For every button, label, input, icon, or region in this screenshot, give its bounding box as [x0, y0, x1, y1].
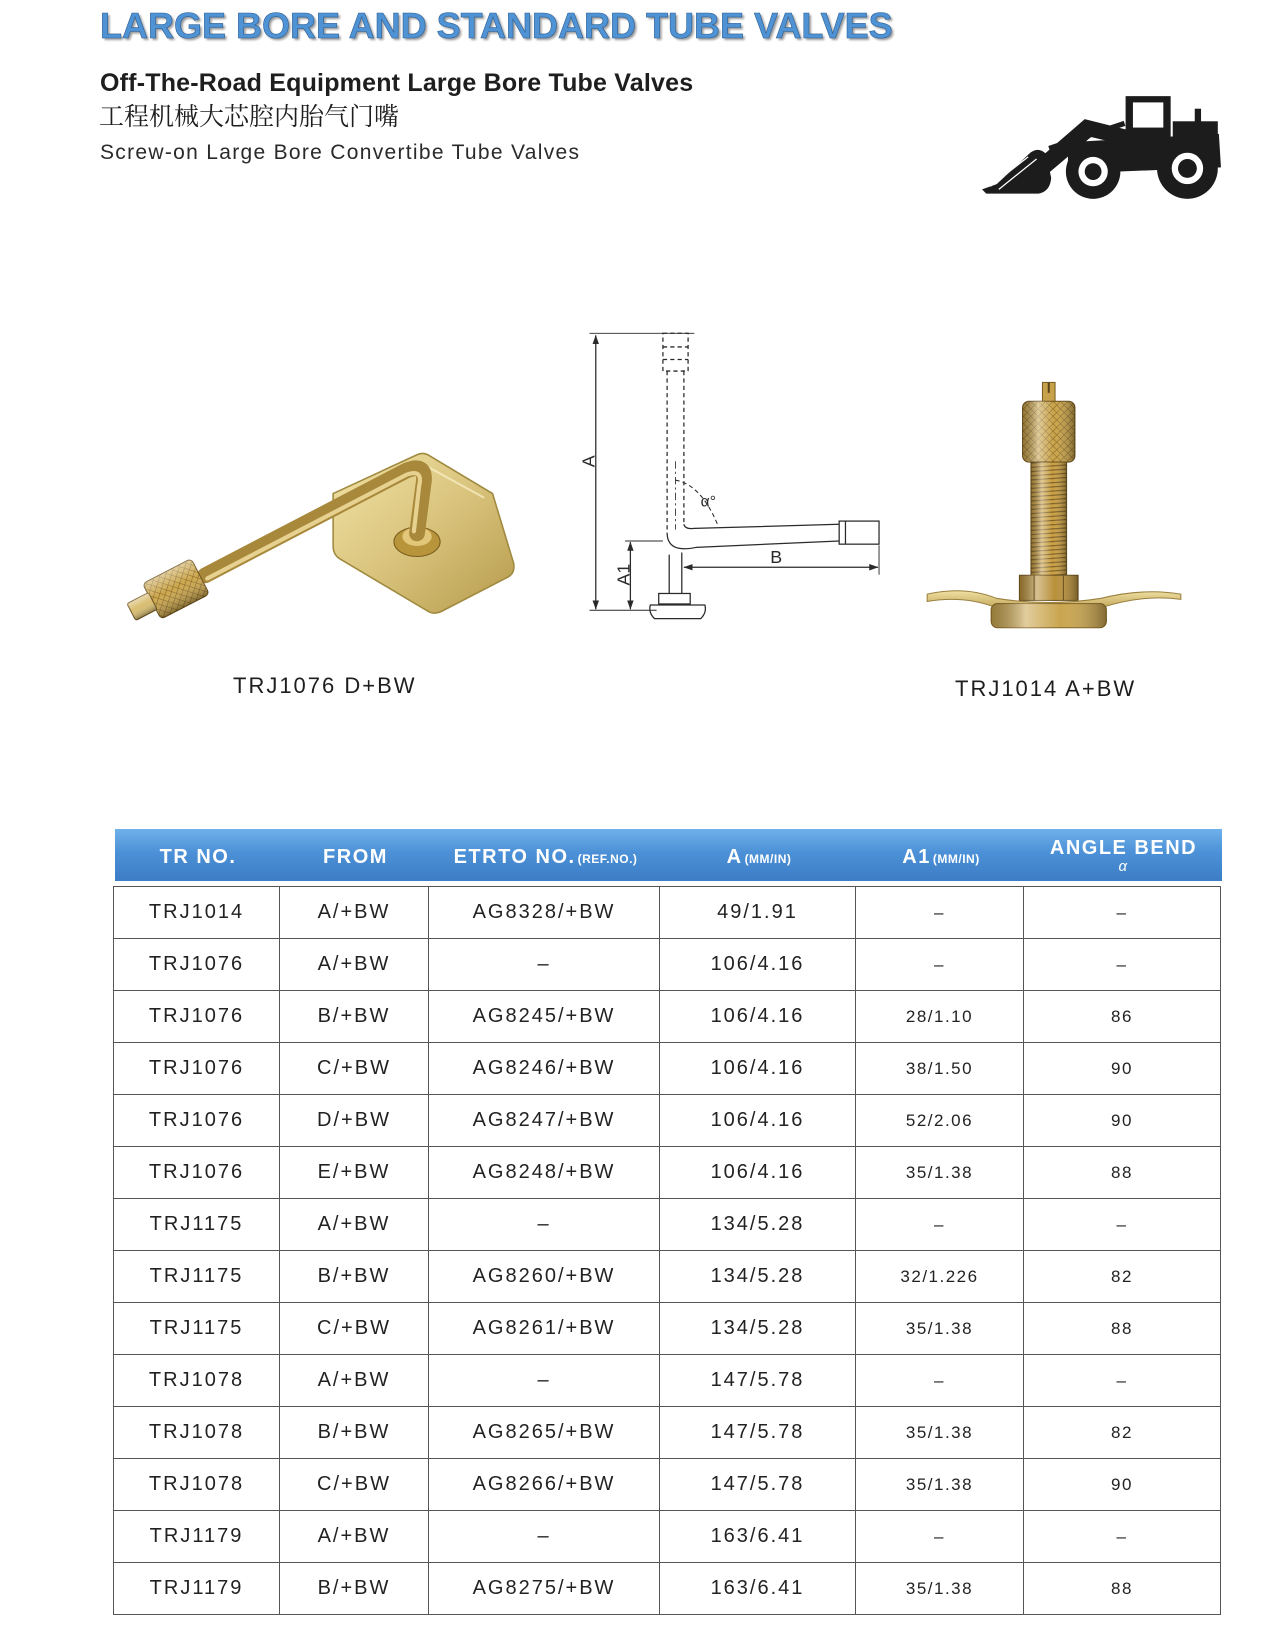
column-header-sublabel: (REF.NO.): [577, 851, 638, 866]
table-row: [114, 991, 1221, 1043]
column-header-label: FROM: [323, 845, 388, 868]
cell-a1-mm-in: 38/1.50: [856, 1043, 1024, 1095]
angle-symbol: α: [1118, 858, 1129, 875]
valve-flange: [659, 593, 690, 603]
cell-a1-mm-in: 28/1.10: [856, 991, 1024, 1043]
product-caption-left: TRJ1076 D+BW: [233, 673, 417, 698]
loader-hood: [1173, 121, 1218, 138]
column-header-label: ETRTO NO.: [453, 845, 576, 868]
cell-from: A/+BW: [280, 1355, 429, 1407]
cell-a1-mm-in: 52/2.06: [856, 1095, 1024, 1147]
table-row: [114, 1251, 1221, 1303]
cell-tr-no: TRJ1014: [114, 887, 280, 939]
page-title: LARGE BORE AND STANDARD TUBE VALVES: [100, 5, 893, 46]
cell-etrto-no: AG8266/+BW: [429, 1459, 660, 1511]
angle-label: α°: [700, 493, 717, 511]
valve-base: [650, 605, 706, 619]
base-disc: [991, 604, 1106, 628]
cell-a1-mm-in: 35/1.38: [856, 1147, 1024, 1199]
cell-tr-no: TRJ1076: [114, 1095, 280, 1147]
cell-tr-no: TRJ1078: [114, 1355, 280, 1407]
column-header-tr-no: [115, 829, 281, 881]
column-header-etrto-no: [430, 829, 661, 881]
cell-tr-no: TRJ1076: [114, 1043, 280, 1095]
loader-rear-wheel: [1157, 138, 1218, 199]
cell-etrto-no: AG8245/+BW: [429, 991, 660, 1043]
cell-angle-bend: –: [1024, 887, 1221, 939]
cell-angle-bend: –: [1024, 1355, 1221, 1407]
cell-from: A/+BW: [280, 887, 429, 939]
dimension-a1-label: A1: [613, 563, 634, 586]
cell-a-mm-in: 134/5.28: [660, 1303, 856, 1355]
threaded-body: [1031, 462, 1067, 577]
cell-from: D/+BW: [280, 1095, 429, 1147]
table-row: [114, 1459, 1221, 1511]
table-row: [114, 1095, 1221, 1147]
cell-etrto-no: AG8246/+BW: [429, 1043, 660, 1095]
table-row: [114, 1147, 1221, 1199]
cell-a-mm-in: 106/4.16: [660, 939, 856, 991]
cell-from: B/+BW: [280, 1407, 429, 1459]
cell-angle-bend: 88: [1024, 1303, 1221, 1355]
cell-from: B/+BW: [280, 991, 429, 1043]
cell-a1-mm-in: –: [856, 887, 1024, 939]
cell-a-mm-in: 106/4.16: [660, 991, 856, 1043]
page-subtitle: Off-The-Road Equipment Large Bore Tube Valves: [100, 69, 694, 97]
cell-tr-no: TRJ1078: [114, 1407, 280, 1459]
valve-neck: [669, 553, 682, 594]
table-row: [114, 1511, 1221, 1563]
table-row: [114, 1563, 1221, 1615]
table-row: [114, 1043, 1221, 1095]
cell-a-mm-in: 163/6.41: [660, 1563, 856, 1615]
cell-etrto-no: –: [429, 1355, 660, 1407]
column-header-sublabel: (MM/IN): [744, 851, 792, 866]
cell-a-mm-in: 163/6.41: [660, 1511, 856, 1563]
table-row: [114, 939, 1221, 991]
valve-cap: [122, 559, 209, 630]
table-row: [114, 1199, 1221, 1251]
cell-angle-bend: –: [1024, 1511, 1221, 1563]
cell-a-mm-in: 147/5.78: [660, 1407, 856, 1459]
knurled-cap: [1023, 401, 1075, 462]
cell-a1-mm-in: –: [856, 1199, 1024, 1251]
cell-tr-no: TRJ1076: [114, 991, 280, 1043]
column-header-label: ANGLE BEND: [1049, 837, 1198, 859]
cell-a-mm-in: 134/5.28: [660, 1251, 856, 1303]
cell-a1-mm-in: –: [856, 939, 1024, 991]
wheel-loader-icon: [981, 96, 1222, 200]
cell-tr-no: TRJ1076: [114, 1147, 280, 1199]
cell-angle-bend: 90: [1024, 1459, 1221, 1511]
cell-from: A/+BW: [280, 1199, 429, 1251]
cell-from: C/+BW: [280, 1459, 429, 1511]
cell-etrto-no: AG8275/+BW: [429, 1563, 660, 1615]
loader-exhaust: [1195, 109, 1201, 124]
cell-etrto-no: AG8328/+BW: [429, 887, 660, 939]
valve-dimension-diagram: [578, 327, 897, 626]
valve-stem-outline: [663, 333, 688, 532]
column-header-from: [281, 829, 430, 881]
cell-from: A/+BW: [280, 939, 429, 991]
column-header-label: TR NO.: [159, 845, 237, 868]
cell-angle-bend: –: [1024, 939, 1221, 991]
cell-a1-mm-in: 35/1.38: [856, 1563, 1024, 1615]
cell-angle-bend: 88: [1024, 1563, 1221, 1615]
cell-a-mm-in: 147/5.78: [660, 1355, 856, 1407]
table-row: [114, 887, 1221, 939]
cell-a-mm-in: 106/4.16: [660, 1147, 856, 1199]
cell-etrto-no: AG8261/+BW: [429, 1303, 660, 1355]
cell-angle-bend: 90: [1024, 1095, 1221, 1147]
table-row: [114, 1303, 1221, 1355]
column-header-a: [661, 829, 857, 881]
cell-a1-mm-in: 35/1.38: [856, 1459, 1024, 1511]
column-header-sublabel: (MM/IN): [932, 851, 980, 866]
cell-angle-bend: 82: [1024, 1251, 1221, 1303]
cell-a1-mm-in: 35/1.38: [856, 1303, 1024, 1355]
cell-angle-bend: 86: [1024, 991, 1221, 1043]
cell-a1-mm-in: 35/1.38: [856, 1407, 1024, 1459]
cell-from: C/+BW: [280, 1043, 429, 1095]
cell-etrto-no: –: [429, 939, 660, 991]
hex-nut: [1019, 575, 1078, 600]
page-subtitle-chinese: 工程机械大芯腔内胎气门嘴: [99, 103, 400, 131]
cell-tr-no: TRJ1076: [114, 939, 280, 991]
page-subtitle-secondary: Screw-on Large Bore Convertibe Tube Valves: [100, 141, 581, 164]
column-header-a1: [857, 829, 1025, 881]
cell-etrto-no: –: [429, 1199, 660, 1251]
cell-from: E/+BW: [280, 1147, 429, 1199]
cell-from: B/+BW: [280, 1251, 429, 1303]
cell-from: B/+BW: [280, 1563, 429, 1615]
dimension-a-label: A: [578, 455, 599, 468]
table-row: [114, 1407, 1221, 1459]
cell-etrto-no: AG8248/+BW: [429, 1147, 660, 1199]
cell-etrto-no: AG8260/+BW: [429, 1251, 660, 1303]
cell-tr-no: TRJ1175: [114, 1199, 280, 1251]
cell-a1-mm-in: 32/1.226: [856, 1251, 1024, 1303]
valve-core-tip: [1042, 382, 1055, 403]
spec-table: [113, 886, 1221, 1615]
table-row: [114, 1355, 1221, 1407]
cell-angle-bend: –: [1024, 1199, 1221, 1251]
table-header: [115, 829, 1222, 881]
product-photo-trj1076: [115, 441, 524, 630]
cell-a-mm-in: 49/1.91: [660, 887, 856, 939]
cell-a-mm-in: 106/4.16: [660, 1043, 856, 1095]
cell-angle-bend: 90: [1024, 1043, 1221, 1095]
loader-front-wheel: [1066, 144, 1120, 198]
cell-angle-bend: 82: [1024, 1407, 1221, 1459]
product-caption-right: TRJ1014 A+BW: [955, 676, 1137, 701]
cell-from: A/+BW: [280, 1511, 429, 1563]
dimension-b-label: B: [770, 547, 783, 568]
loader-window: [1133, 102, 1163, 127]
cell-a-mm-in: 106/4.16: [660, 1095, 856, 1147]
cell-from: C/+BW: [280, 1303, 429, 1355]
loader-bucket: [982, 150, 1051, 194]
cell-a-mm-in: 147/5.78: [660, 1459, 856, 1511]
cell-tr-no: TRJ1078: [114, 1459, 280, 1511]
column-header-label: A1: [902, 845, 931, 868]
column-header-label: A: [726, 845, 743, 868]
cell-a1-mm-in: –: [856, 1511, 1024, 1563]
cell-tr-no: TRJ1175: [114, 1251, 280, 1303]
column-header-angle-bend: [1025, 829, 1222, 881]
product-photo-trj1014: [923, 378, 1185, 630]
cell-etrto-no: AG8265/+BW: [429, 1407, 660, 1459]
cell-tr-no: TRJ1179: [114, 1511, 280, 1563]
cell-tr-no: TRJ1175: [114, 1303, 280, 1355]
cell-tr-no: TRJ1179: [114, 1563, 280, 1615]
cell-etrto-no: AG8247/+BW: [429, 1095, 660, 1147]
cell-a-mm-in: 134/5.28: [660, 1199, 856, 1251]
cell-angle-bend: 88: [1024, 1147, 1221, 1199]
cell-a1-mm-in: –: [856, 1355, 1024, 1407]
valve-bend-outline: [667, 524, 839, 549]
cell-etrto-no: –: [429, 1511, 660, 1563]
